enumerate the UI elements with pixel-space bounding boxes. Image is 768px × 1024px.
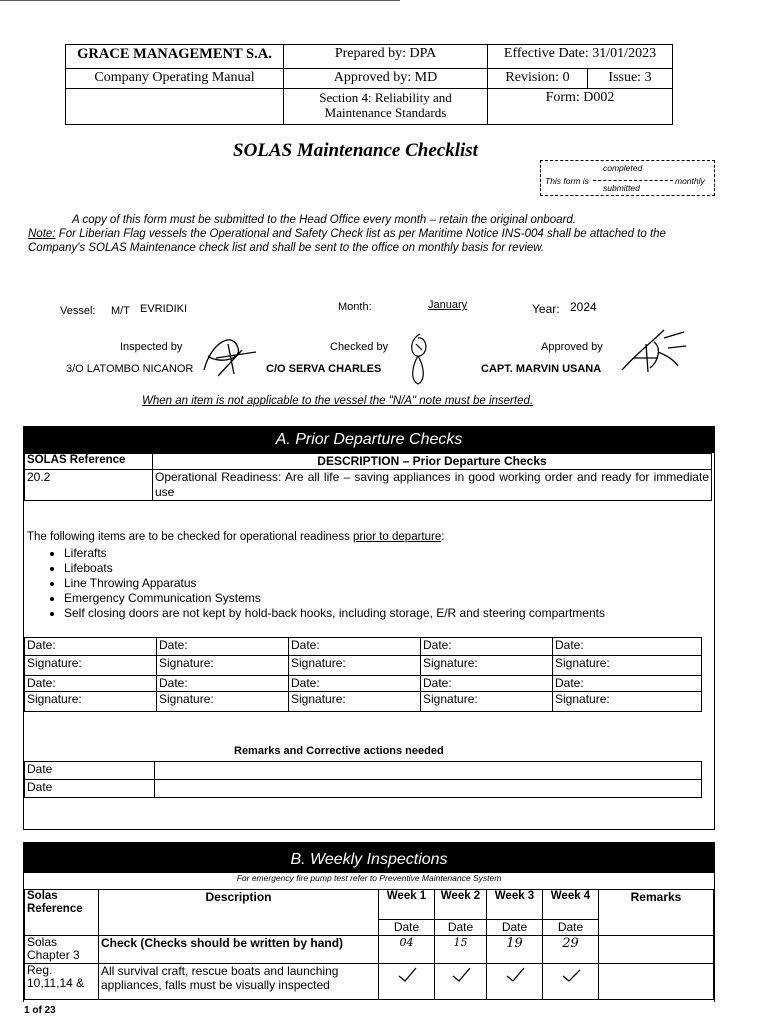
intro-colon: : [441,531,445,543]
top-rule [0,0,400,1]
section-b-weekly-inspections [23,842,715,1002]
page-number: 1 of 23 [24,1005,56,1016]
date-cell[interactable]: Date: [421,676,553,692]
na-note: When an item is not applicable to the vessel the "N/A" note must be inserted. [142,395,534,407]
date-cell[interactable]: Date: [289,638,421,656]
company-name: GRACE MANAGEMENT S.A. [66,45,284,69]
form-status-submitted: submitted [603,183,640,193]
date-cell[interactable]: Date: [553,638,702,656]
row-description: All survival craft, rescue boats and launching appliances, falls must be visually inspected [99,964,379,1000]
remarks-date-cell[interactable]: Date [25,762,155,780]
date-signature-grid [24,637,702,712]
vessel-label: Vessel: [60,305,96,317]
checkmark-icon [395,964,419,984]
approved-by-label: Approved by [541,341,603,353]
year-value: 2024 [570,300,597,314]
year-label: Year: [532,302,560,316]
remarks-text-cell[interactable] [155,762,702,780]
week-3-date-value[interactable]: 19 [487,936,543,964]
checklist-items [24,546,605,621]
remarks-text-cell[interactable] [155,780,702,798]
date-cell[interactable]: Date: [157,676,289,692]
row-remarks[interactable] [599,964,714,1000]
week-1-check[interactable] [379,964,435,1000]
vessel-name: EVRIDIKI [140,303,188,315]
row-remarks[interactable] [599,936,714,964]
section-b-subnote: For emergency fire pump test refer to Preventive Maintenance System [236,873,502,883]
col-description: DESCRIPTION – Prior Departure Checks [153,454,712,470]
week-1-date-value[interactable]: 04 [379,936,435,964]
signature-cell[interactable]: Signature: [421,656,553,676]
issue: Issue: 3 [588,69,673,89]
section-a-heading: A. Prior Departure Checks [24,427,714,453]
col-solas-reference: SOLAS Reference [25,454,153,470]
week-2-check[interactable] [435,964,487,1000]
signature-cell[interactable]: Signature: [157,656,289,676]
checkmark-icon [503,964,527,984]
signature-cell[interactable]: Signature: [553,656,702,676]
form-status-completed: completed [603,163,643,173]
week-3-check[interactable] [487,964,543,1000]
list-item: • Lifeboats [64,561,605,576]
reference-description: Operational Readiness: Are all life – saving appliances in good working order and ready for immediate use [153,470,712,501]
col-week-3: Week 3 [487,890,543,920]
col-description: Description [99,890,379,936]
reference-value: 20.2 [25,470,153,501]
form-number: Form: D002 [488,89,673,125]
header-empty-cell [66,89,284,125]
document-header-table [65,44,673,125]
form-status-divider [593,180,673,181]
row-reference: Reg. 10,11,14 & [25,964,99,1000]
section-b-heading: B. Weekly Inspections [24,843,714,873]
revision: Revision: 0 [488,69,588,89]
signature-cell[interactable]: Signature: [289,692,421,712]
section-name: Section 4: Reliability and Maintenance Standards [284,89,488,125]
week-4-check[interactable] [543,964,599,1000]
inspected-by-name: 3/O LATOMBO NICANOR [66,363,194,375]
week-4-date-value[interactable]: 29 [543,936,599,964]
inspector-signature [198,330,262,378]
form-status-box [540,160,715,196]
checker-signature [402,330,436,388]
approver-signature [618,322,690,376]
checkmark-icon [559,964,583,984]
week-2-date-value[interactable]: 15 [435,936,487,964]
remarks-heading: Remarks and Corrective actions needed [234,745,444,757]
note-text: For Liberian Flag vessels the Operational and Safety Check list as per Maritime Notice INS-004 shall be attached to the Company's SOLAS Maintenance check list and shall be sent to the office on monthly basis for review. [28,228,666,254]
date-cell[interactable]: Date: [421,638,553,656]
row-reference: Solas Chapter 3 [25,936,99,964]
list-item: • Self closing doors are not kept by hold-back hooks, including storage, E/R and steering compartments [64,606,605,621]
section-a-prior-departure [23,426,715,830]
intro-text: The following items are to be checked for operational readiness [27,531,354,543]
list-item: • Emergency Communication Systems [64,591,605,606]
list-item: • Liferafts [64,546,605,561]
signature-cell[interactable]: Signature: [25,656,157,676]
note-label: Note: [28,228,56,240]
col-solas-reference: Solas Reference [25,890,99,936]
month-value: January [428,299,468,311]
checkmark-icon [449,964,473,984]
signature-cell[interactable]: Signature: [289,656,421,676]
section-a-intro [27,531,444,543]
intro-emphasis: prior to departure [353,531,442,543]
week-2-date-label: Date [435,920,487,936]
date-cell[interactable]: Date: [25,676,157,692]
form-status-prefix: This form is [545,176,589,186]
row-description: Check (Checks should be written by hand) [99,936,379,964]
col-week-4: Week 4 [543,890,599,920]
week-4-date-label: Date [543,920,599,936]
date-cell[interactable]: Date: [289,676,421,692]
signature-cell[interactable]: Signature: [421,692,553,712]
signature-cell[interactable]: Signature: [157,692,289,712]
signature-cell[interactable]: Signature: [553,692,702,712]
prepared-by: Prepared by: DPA [284,45,488,69]
col-week-1: Week 1 [379,890,435,920]
date-cell[interactable]: Date: [553,676,702,692]
week-1-date-label: Date [379,920,435,936]
liberian-note [28,227,678,255]
signature-cell[interactable]: Signature: [25,692,157,712]
remarks-table [24,761,702,798]
instruction-line: A copy of this form must be submitted to the Head Office every month – retain the original onboard. [72,214,576,226]
month-label: Month: [338,301,372,313]
checked-by-label: Checked by [330,341,389,353]
vessel-prefix: M/T [111,305,130,317]
form-status-suffix: monthly [675,176,705,186]
col-remarks: Remarks [599,890,714,936]
inspected-by-label: Inspected by [120,341,183,353]
approved-by-name: CAPT. MARVIN USANA [481,363,602,375]
weekly-inspection-table [24,889,714,1000]
approved-by: Approved by: MD [284,69,488,89]
page-title: SOLAS Maintenance Checklist [233,140,478,161]
list-item: • Line Throwing Apparatus [64,576,605,591]
effective-date: Effective Date: 31/01/2023 [488,45,673,69]
checked-by-name: C/O SERVA CHARLES [266,363,382,375]
manual-name: Company Operating Manual [66,69,284,89]
date-cell[interactable]: Date: [157,638,289,656]
date-cell[interactable]: Date: [25,638,157,656]
week-3-date-label: Date [487,920,543,936]
col-week-2: Week 2 [435,890,487,920]
section-a-reference-table [24,453,712,501]
remarks-date-cell[interactable]: Date [25,780,155,798]
